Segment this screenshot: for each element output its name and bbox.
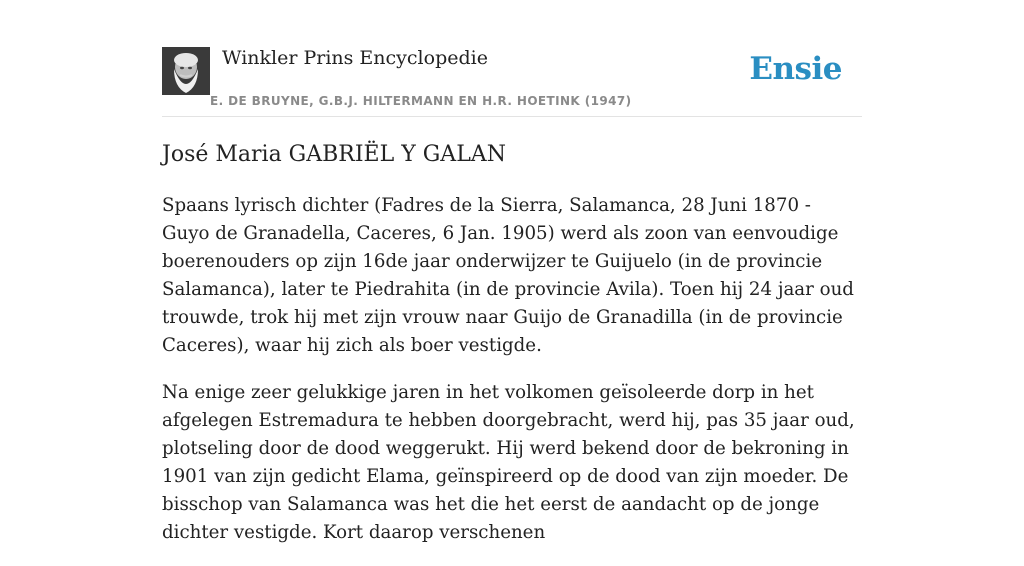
paragraph: Spaans lyrisch dichter (Fadres de la Sierra, Salamanca, 28 Juni 1870 - Guyo de Granadella, Caceres, 6 Jan. 1905) werd als zoon van eenvoudige boerenouders op zijn 16de jaar onderwijzer te Guijuelo (in de provincie Salamanca), later te Piedrahita (in de provincie Avila). Toen hij 24 jaar oud trouwde, trok hij met zijn vrouw naar Guijo de Granadilla (in de provincie Caceres), waar hij zich als boer vestigde. — [162, 195, 854, 356]
ensie-logo[interactable]: Ensie — [749, 51, 842, 87]
encyclopedia-title[interactable]: Winkler Prins Encyclopedie — [222, 47, 488, 69]
bearded-man-portrait-icon[interactable] — [162, 47, 210, 95]
article-page — [162, 0, 862, 543]
entry-body — [162, 192, 862, 566]
authors-line: E. DE BRUYNE, G.B.J. HILTERMANN EN H.R. HOETINK (1947) — [210, 94, 632, 108]
entry-title: José Maria GABRIËL Y GALAN — [162, 142, 506, 167]
paragraph: Na enige zeer gelukkige jaren in het volkomen geïsoleerde dorp in het afgelegen Estremadura te hebben doorgebracht, werd hij, pas 35 jaar oud, plotseling door de dood weggerukt. Hij werd bekend door de bekroning in 1901 van zijn gedicht Elama, geïnspireerd op de dood van zijn moeder. De bisschop van Salamanca was het die het eerst de aandacht op de jonge dichter vestigde. Kort daarop verschenen — [162, 382, 855, 543]
site-header — [162, 0, 862, 117]
